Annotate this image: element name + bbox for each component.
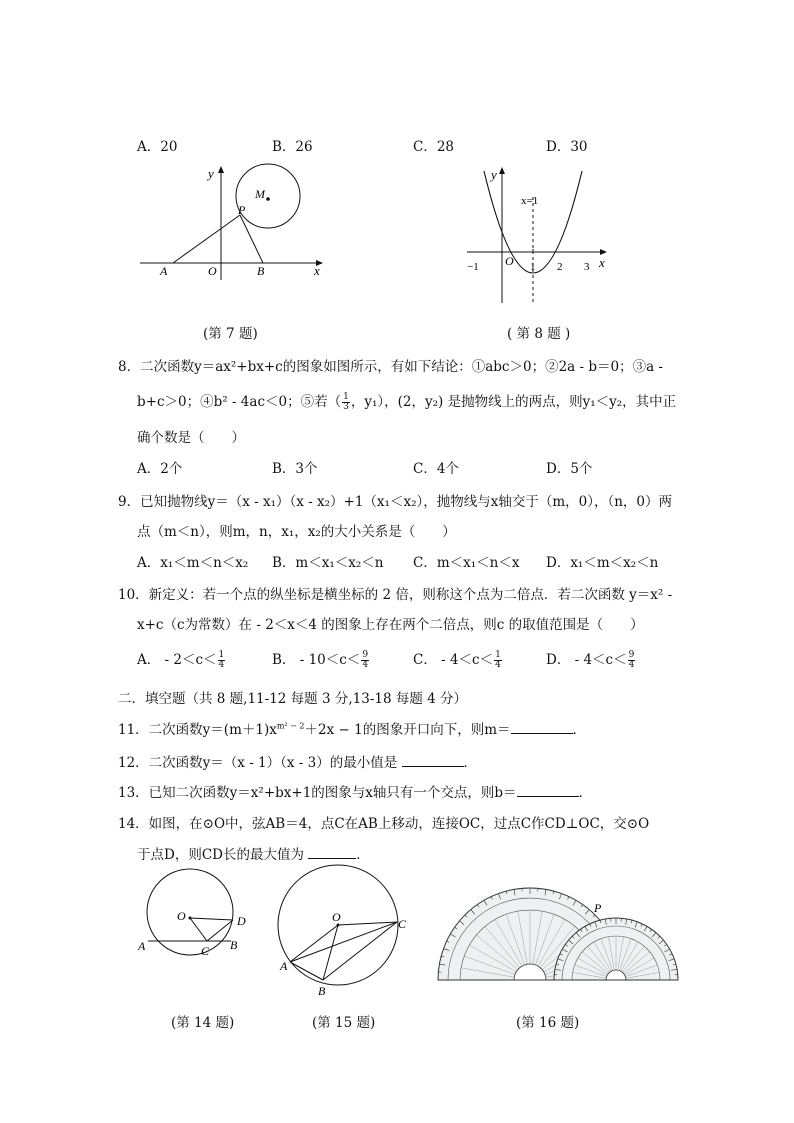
q15-figure: [275, 850, 415, 1000]
q10-option-a: A． - 2＜c＜ $\frac{1}{4}$: [137, 650, 225, 670]
q8-line2-b: ，y₁），(2，y₂) 是抛物线上的两点，则y₁＜y₂，其中正: [350, 394, 677, 410]
q8-label-y: y: [491, 167, 497, 182]
q9-line1: 9．已知抛物线y＝（x - x₁）（x - x₂）+1（x₁＜x₂），抛物线与x轴交于（m，0），（n，0）两: [118, 494, 673, 510]
q8-line3: 确个数是（ ）: [137, 430, 245, 446]
q7-option-d: D．30: [546, 139, 588, 155]
q8-label-axis: x=1: [521, 195, 539, 207]
q15-caption: (第 15 题): [312, 1015, 376, 1031]
q11-exponent: m² − 2: [276, 721, 305, 731]
q8-line2-a: b+c＞0；④b² - 4ac＜0；⑤若（: [137, 394, 342, 410]
q15-label-c: C: [398, 917, 407, 931]
q8-caption: ( 第 8 题 ): [507, 326, 571, 342]
q11: 11．二次函数$y=(m+1)x^{m^2 - 2}+2x - 1$的图象开口向下，则m＝ ．: [118, 721, 587, 738]
q7-label-b: B: [257, 264, 265, 278]
q14-line1: 14．如图，在⊙O中，弦AB＝4，点C在AB上移动，连接OC，过点C作CD⊥OC，交⊙O: [118, 816, 650, 832]
q7-option-a: A．20: [137, 139, 178, 155]
q10-line1: 10．新定义：若一个点的纵坐标是横坐标的 2 倍，则称这个点为二倍点．若二次函数 y＝x² -: [118, 587, 673, 603]
q13-answer-blank[interactable]: [517, 784, 579, 797]
q8-option-d: D．5个: [546, 461, 593, 477]
q7-option-b: B．26: [272, 139, 313, 155]
q8-fraction: $\frac{1}{3}$: [343, 392, 349, 412]
q8-option-c: C．4个: [413, 461, 459, 477]
q13: 13．已知二次函数y＝x²+bx+1的图象与x轴只有一个交点，则b＝ ．: [118, 785, 593, 801]
q8-label-2: 2: [557, 261, 563, 273]
q8-option-a: A．2个: [137, 461, 183, 477]
q14-label-o: O: [177, 909, 186, 923]
q8-label-o: O: [505, 254, 514, 268]
q10-option-c: C． - 4＜c＜ $\frac{1}{4}$: [413, 650, 501, 670]
q11-answer-blank[interactable]: [511, 721, 573, 734]
q14-label-a: A: [138, 939, 146, 953]
q16-caption: (第 16 题): [516, 1015, 580, 1031]
q7-label-p: P: [238, 203, 246, 217]
q8-line2: [137, 390, 676, 412]
q8-label-1: 1: [530, 261, 536, 273]
q14-label-d: D: [237, 914, 246, 928]
q14-label-b: B: [230, 938, 238, 952]
q15-label-o: O: [332, 910, 341, 924]
q7-figure: [135, 160, 335, 285]
q7-option-c: C．28: [413, 139, 455, 155]
q12: 12．二次函数y＝（x - 1）（x - 3）的最小值是 ．: [118, 755, 478, 771]
q10-option-d: D． - 4＜c＜ $\frac{9}{4}$: [546, 650, 635, 670]
section-2-title: 二．填空题（共 8 题,11-12 每题 3 分,13-18 每题 4 分）: [118, 691, 468, 707]
q14-figure: [135, 868, 260, 963]
q7-caption: (第 7 题): [203, 326, 258, 342]
q16-figure: [434, 878, 682, 988]
q15-label-a: A: [280, 959, 288, 973]
q9-option-d: D．x₁＜m＜x₂＜n: [546, 555, 659, 571]
q8-label-neg1: −1: [467, 261, 479, 273]
q15-label-b: B: [318, 984, 326, 998]
q16-label-p: P: [594, 901, 602, 915]
q8-label-3: 3: [584, 261, 590, 273]
q7-label-x: x: [314, 263, 320, 278]
q10-line2: x+c（c为常数）在 - 2＜x＜4 的图象上存在两个二倍点，则c 的取值范围是（ ）: [137, 617, 644, 633]
q14-caption: (第 14 题): [171, 1015, 235, 1031]
q12-answer-blank[interactable]: [402, 754, 464, 767]
q9-option-a: A．x₁＜m＜n＜x₂: [137, 555, 249, 571]
q14-label-c: C: [201, 944, 210, 958]
q7-label-m: M: [255, 187, 265, 201]
q14-line2: 于点D，则CD长的最大值为 ．: [137, 847, 370, 863]
q8-figure: [462, 163, 612, 308]
q8-line1: 8．二次函数y＝ax²+bx+c的图象如图所示，有如下结论：①abc＞0；②2a - b＝0；③a -: [118, 359, 663, 375]
q7-label-y: y: [208, 166, 214, 181]
q8-label-x: x: [599, 255, 605, 270]
q9-option-c: C．m＜x₁＜n＜x: [413, 555, 520, 571]
q7-label-o: O: [208, 264, 217, 278]
q10-option-b: B． - 10＜c＜ $\frac{9}{4}$: [272, 650, 369, 670]
q9-option-b: B．m＜x₁＜x₂＜n: [272, 555, 384, 571]
q9-line2: 点（m＜n），则m，n，x₁，x₂的大小关系是（ ）: [137, 524, 456, 540]
q7-label-a: A: [160, 264, 168, 278]
q8-option-b: B．3个: [272, 461, 318, 477]
